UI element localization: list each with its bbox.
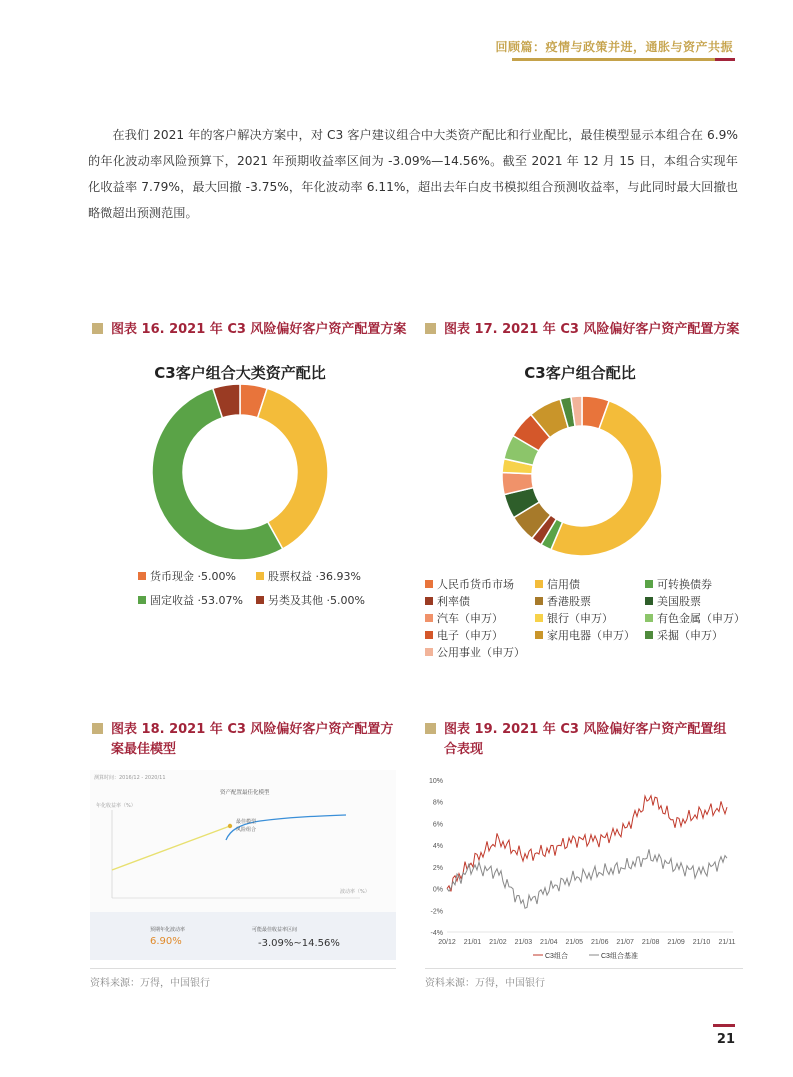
fig-marker-icon [425,323,436,334]
x-tick-label: 21/08 [641,939,660,946]
legend-item [425,610,503,626]
legend-label: 采掘（申万） [657,629,723,642]
y-tick-label: 8% [432,799,443,807]
range-label: 可能最佳收益率区间 [252,927,298,933]
running-header: 回顾篇：疫情与政策并进，通胀与资产共振 [495,40,733,54]
legend-label: 信用债 [547,578,580,591]
model-x-label: 波动率（%） [340,889,370,895]
legend-label: 固定收益 ·53.07% [150,594,243,607]
fig18-source-rule [90,968,396,969]
x-tick-label: 21/07 [616,939,634,946]
legend-label: 有色金属（申万） [657,612,745,625]
fig17-legend [425,576,745,666]
legend-swatch [425,631,433,639]
x-tick-label: 21/04 [540,939,558,946]
header-rule [512,58,735,61]
fig19-line-chart [425,772,740,962]
legend-swatch [645,631,653,639]
legend-swatch [425,614,433,622]
x-tick-label: 21/06 [590,939,609,946]
legend-label: 电子（申万） [437,629,503,642]
y-tick-label: 0% [432,886,443,894]
legend-item [425,644,525,660]
legend-item [645,576,712,592]
y-tick-label: 10% [428,778,443,785]
volatility-value: 6.90% [150,936,182,947]
legend-swatch [425,648,433,656]
x-tick-label: 20/12 [438,939,456,946]
legend-item [645,593,701,609]
legend-item [138,592,243,608]
volatility-label: 预期年化波动率 [150,927,186,933]
fig16-donut-chart [150,382,330,562]
legend-item [425,627,503,643]
model-point-label-2: 风险组合 [236,827,257,833]
legend-item [535,627,635,643]
legend-swatch [535,580,543,588]
model-inner-title: 资产配置最佳化模型 [220,790,270,796]
y-tick-label: 6% [432,821,443,829]
legend-label: C3组合基准 [601,953,638,960]
fig17-title: 图表 17. 2021 年 C3 风险偏好客户资产配置方案 [425,320,739,340]
legend-label: 可转换债券 [657,578,712,591]
model-y-label: 年化收益率（%） [96,803,136,809]
fig19-title: 图表 19. 2021 年 C3 风险偏好客户资产配置组 合表现 [425,720,726,760]
legend-label: C3组合 [545,953,568,960]
legend-swatch [138,596,146,604]
fig18-source: 资料来源：万得，中国银行 [90,978,210,989]
model-header-small: 测算时间：2016/12 - 2020/11 [94,775,166,781]
fig19-source: 资料来源：万得，中国银行 [425,978,545,989]
legend-item [535,610,613,626]
legend-swatch [425,597,433,605]
fig17-donut-chart [500,394,664,558]
page-number-accent [713,1024,735,1027]
fig18-title: 图表 18. 2021 年 C3 风险偏好客户资产配置方 案最佳模型 [92,720,393,760]
page-number: 21 [716,1032,735,1047]
fig18-model-screenshot [90,770,396,960]
legend-swatch [138,572,146,580]
y-tick-label: 2% [432,864,443,872]
legend-item [256,592,365,608]
legend-swatch [535,631,543,639]
fig16-chart-title: C3客户组合大类资产配比 [154,364,326,382]
x-tick-label: 21/09 [667,939,685,946]
legend-swatch [535,597,543,605]
fig16-title: 图表 16. 2021 年 C3 风险偏好客户资产配置方案 [92,320,406,340]
y-tick-label: 4% [432,843,443,851]
legend-item [535,576,580,592]
fig-marker-icon [92,323,103,334]
fig-marker-icon [425,723,436,734]
fig19-source-rule [425,968,743,969]
y-tick-label: -4% [430,930,443,937]
legend-label: 美国股票 [657,595,701,608]
x-tick-label: 21/10 [692,939,711,946]
fig-marker-icon [92,723,103,734]
legend-item [645,627,723,643]
model-summary-bar [90,912,396,960]
x-tick-label: 21/11 [718,939,736,946]
x-tick-label: 21/02 [489,939,507,946]
legend-label: 利率债 [437,595,470,608]
legend-label: 香港股票 [547,595,591,608]
legend-item [425,593,470,609]
x-tick-label: 21/03 [514,939,533,946]
header-rule-accent [715,58,735,61]
fig16-legend [138,568,398,612]
series-line-C3组合基准 [447,849,727,908]
legend-item [645,610,745,626]
model-point-label: 最佳模型 [236,819,257,825]
legend-label: 银行（申万） [547,612,613,625]
body-paragraph: 在我们 2021 年的客户解决方案中，对 C3 客户建议组合中大类资产配比和行业配比，最佳模型显示本组合在 6.9% 的年化波动率风险预算下，2021 年预期收益率区间为 -3.09%—14.56%。截至 2021 年 12 月 15 日，本组合实现年化收益率 7.79%，最大回撤 -3.75%，年化波动率 6.11%，超出去年白皮书模拟组合预测收益率，与此同时最大回撤也略微超出预测范围。 [88,128,738,220]
legend-label: 汽车（申万） [437,612,503,625]
legend-label: 公用事业（申万） [437,646,525,659]
fig17-chart-title: C3客户组合配比 [524,364,636,382]
legend-item [138,568,236,584]
legend-label: 家用电器（申万） [547,629,635,642]
legend-swatch [645,597,653,605]
y-tick-label: -2% [430,908,443,916]
x-tick-label: 21/05 [565,939,584,946]
legend-swatch [535,614,543,622]
legend-label: 股票权益 ·36.93% [268,570,361,583]
legend-swatch [645,614,653,622]
legend-item [425,576,514,592]
return-range-value: -3.09%~14.56% [258,938,340,949]
x-tick-label: 21/01 [463,939,482,946]
model-frontier-plot [90,770,396,920]
legend-label: 货币现金 ·5.00% [150,570,236,583]
legend-swatch [645,580,653,588]
legend-swatch [256,572,264,580]
legend-swatch [425,580,433,588]
legend-swatch [256,596,264,604]
legend-label: 另类及其他 ·5.00% [268,594,365,607]
legend-item [535,593,591,609]
legend-item [256,568,361,584]
legend-label: 人民币货币市场 [437,578,514,591]
